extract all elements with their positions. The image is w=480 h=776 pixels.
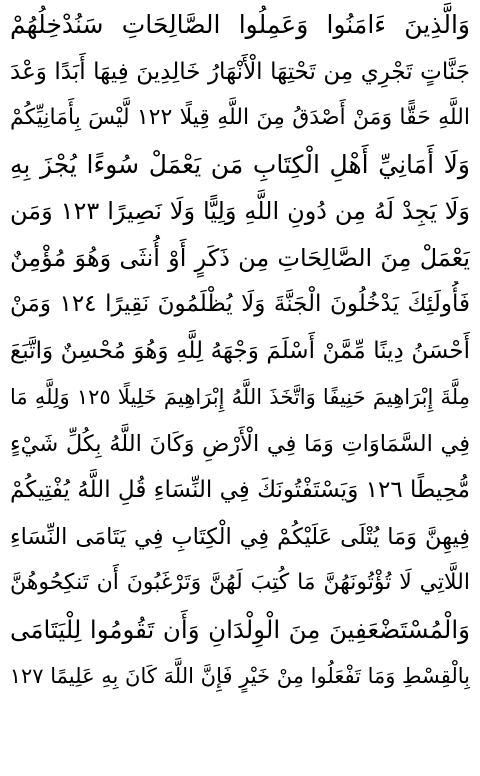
text-line-15: بِالْقِسْطِ وَمَا تَفْعَلُوا مِنْ خَيْرٍ فَإِنَّ اللَّهَ كَانَ بِهِ عَلِيمًا ١٢٧ [10,664,470,688]
text-line-5: وَلَا يَجِدْ لَهُ مِن دُونِ اللَّهِ وَلِيًّا وَلَا نَصِيرًا ١٢٣ وَمَن [10,197,470,225]
text-line-14: وَالْمُسْتَضْعَفِينَ مِنَ الْوِلْدَانِ وَأَن تَقُومُوا لِلْيَتَامَى [10,614,470,644]
text-line-12: فِيهِنَّ وَمَا يُتْلَى عَلَيْكُمْ فِي الْكِتَابِ فِي يَتَامَى النِّسَاءِ [10,523,470,550]
text-line-8: أَحْسَنُ دِينًا مِّمَّنْ أَسْلَمَ وَجْهَهُ لِلَّهِ وَهُوَ مُحْسِنٌ وَاتَّبَعَ [10,337,470,364]
text-line-1: وَالَّذِينَ ءَامَنُوا وَعَمِلُوا الصَّالِحَاتِ سَنُدْخِلُهُمْ [10,10,470,39]
text-line-2: جَنَّاتٍ تَجْرِي مِن تَحْتِهَا الْأَنْهَارُ خَالِدِينَ فِيهَا أَبَدًا وَعْدَ [10,58,470,85]
text-line-3: اللَّهِ حَقًّا وَمَنْ أَصْدَقُ مِنَ اللَّهِ قِيلًا ١٢٢ لَّيْسَ بِأَمَانِيِّكُمْ [10,105,470,130]
text-line-4: وَلَا أَمَانِيِّ أَهْلِ الْكِتَابِ مَن يَعْمَلْ سُوءًا يُجْزَ بِهِ [10,149,470,179]
text-line-10: فِي السَّمَاوَاتِ وَمَا فِي الْأَرْضِ وَكَانَ اللَّهُ بِكُلِّ شَيْءٍ [10,430,470,457]
text-line-9: مِلَّةَ إِبْرَاهِيمَ حَنِيفًا وَاتَّخَذَ اللَّهُ إِبْرَاهِيمَ خَلِيلًا ١٢٥ وَلِلَّهِ مَا [10,385,470,409]
text-line-13: اللَّاتِي لَا تُؤْتُونَهُنَّ مَا كُتِبَ لَهُنَّ وَتَرْغَبُونَ أَن تَنكِحُوهُنَّ [10,570,470,595]
text-line-11: مُّحِيطًا ١٢٦ وَيَسْتَفْتُونَكَ فِي النِّسَاءِ قُلِ اللَّهُ يُفْتِيكُمْ [10,477,470,503]
text-line-6: يَعْمَلْ مِنَ الصَّالِحَاتِ مِن ذَكَرٍ أَوْ أُنثَى وَهُوَ مُؤْمِنٌ [10,243,470,272]
text-line-7: فَأُولَئِكَ يَدْخُلُونَ الْجَنَّةَ وَلَا يُظْلَمُونَ نَقِيرًا ١٢٤ وَمَنْ [10,291,470,317]
